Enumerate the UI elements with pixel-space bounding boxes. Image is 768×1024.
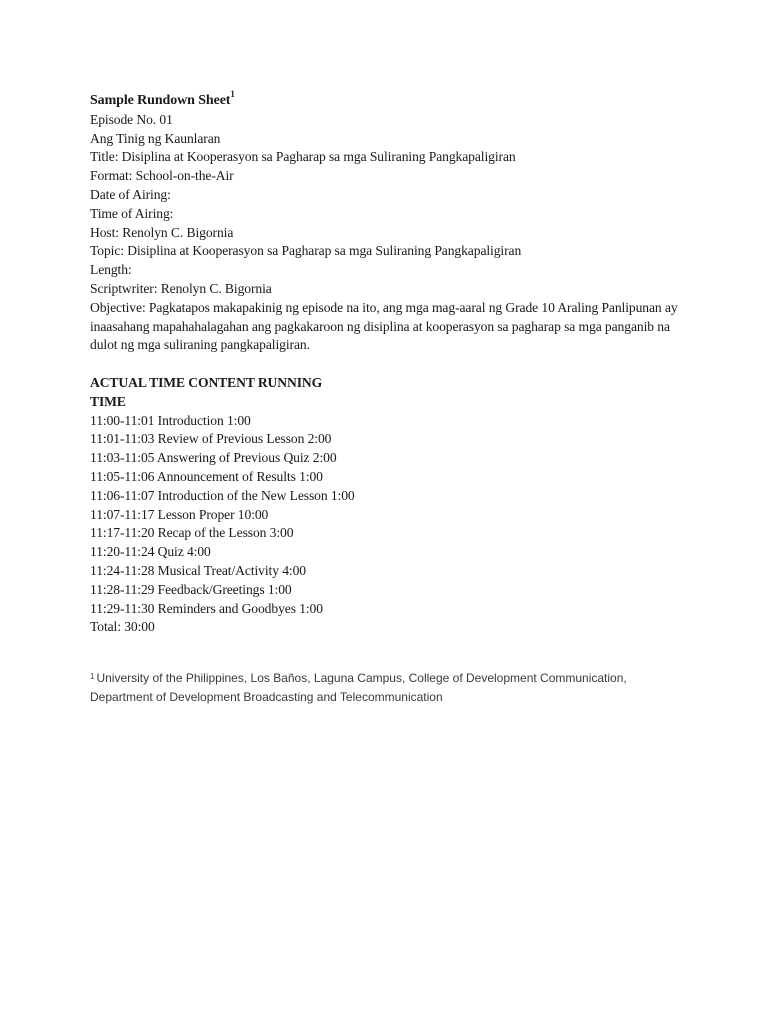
footnote	[90, 670, 690, 706]
objective: Objective: Pagkatapos makapakinig ng episode na ito, ang mga mag-aaral ng Grade 10 Araling Panlipunan ay inaasahang mapahahalagahan ang pagkakaroon ng disiplina at kooperasyon sa pagharap sa mga panganib na dulot ng mga suliraning pangkapaligiran.	[90, 299, 678, 353]
rundown-sheet	[90, 89, 690, 637]
document-title	[90, 89, 690, 111]
episode-title: Title: Disiplina at Kooperasyon sa Pagharap sa mga Suliraning Pangkapaligiran	[90, 149, 516, 165]
episode-number: Episode No. 01	[90, 111, 173, 127]
topic: Topic: Disiplina at Kooperasyon sa Pagharap sa mga Suliraning Pangkapaligiran	[90, 243, 522, 259]
scriptwriter: Scriptwriter: Renolyn C. Bigornia	[90, 280, 272, 296]
format: Format: School-on-the-Air	[90, 168, 234, 184]
schedule-row: 11:03-11:05 Answering of Previous Quiz 2:00	[90, 450, 337, 466]
schedule-row: 11:24-11:28 Musical Treat/Activity 4:00	[90, 562, 306, 578]
schedule-row: 11:07-11:17 Lesson Proper 10:00	[90, 506, 269, 522]
schedule-row: 11:29-11:30 Reminders and Goodbyes 1:00	[90, 600, 323, 616]
schedule-row: 11:00-11:01 Introduction 1:00	[90, 412, 251, 428]
footnote-text: University of the Philippines, Los Baños, Laguna Campus, College of Development Communication, Department of Development Broadcasting and Telecommunication	[90, 671, 627, 704]
title-footnote-mark: 1	[230, 89, 235, 100]
schedule-heading: ACTUAL TIME CONTENT RUNNING TIME	[90, 374, 323, 409]
schedule-row: 11:05-11:06 Announcement of Results 1:00	[90, 468, 323, 484]
footnote-mark: 1	[90, 672, 95, 681]
spacer	[90, 355, 690, 374]
schedule-total: Total: 30:00	[90, 619, 155, 635]
date-of-airing: Date of Airing:	[90, 186, 171, 202]
schedule-row: 11:20-11:24 Quiz 4:00	[90, 544, 211, 560]
length: Length:	[90, 262, 132, 278]
document-title-text: Sample Rundown Sheet	[90, 93, 231, 108]
schedule-row: 11:28-11:29 Feedback/Greetings 1:00	[90, 581, 292, 597]
schedule-row: 11:01-11:03 Review of Previous Lesson 2:00	[90, 431, 332, 447]
time-of-airing: Time of Airing:	[90, 205, 174, 221]
host: Host: Renolyn C. Bigornia	[90, 224, 234, 240]
schedule-row: 11:06-11:07 Introduction of the New Lesson 1:00	[90, 487, 355, 503]
schedule-row: 11:17-11:20 Recap of the Lesson 3:00	[90, 525, 294, 541]
program-name: Ang Tinig ng Kaunlaran	[90, 130, 221, 146]
schedule-list	[90, 412, 690, 619]
